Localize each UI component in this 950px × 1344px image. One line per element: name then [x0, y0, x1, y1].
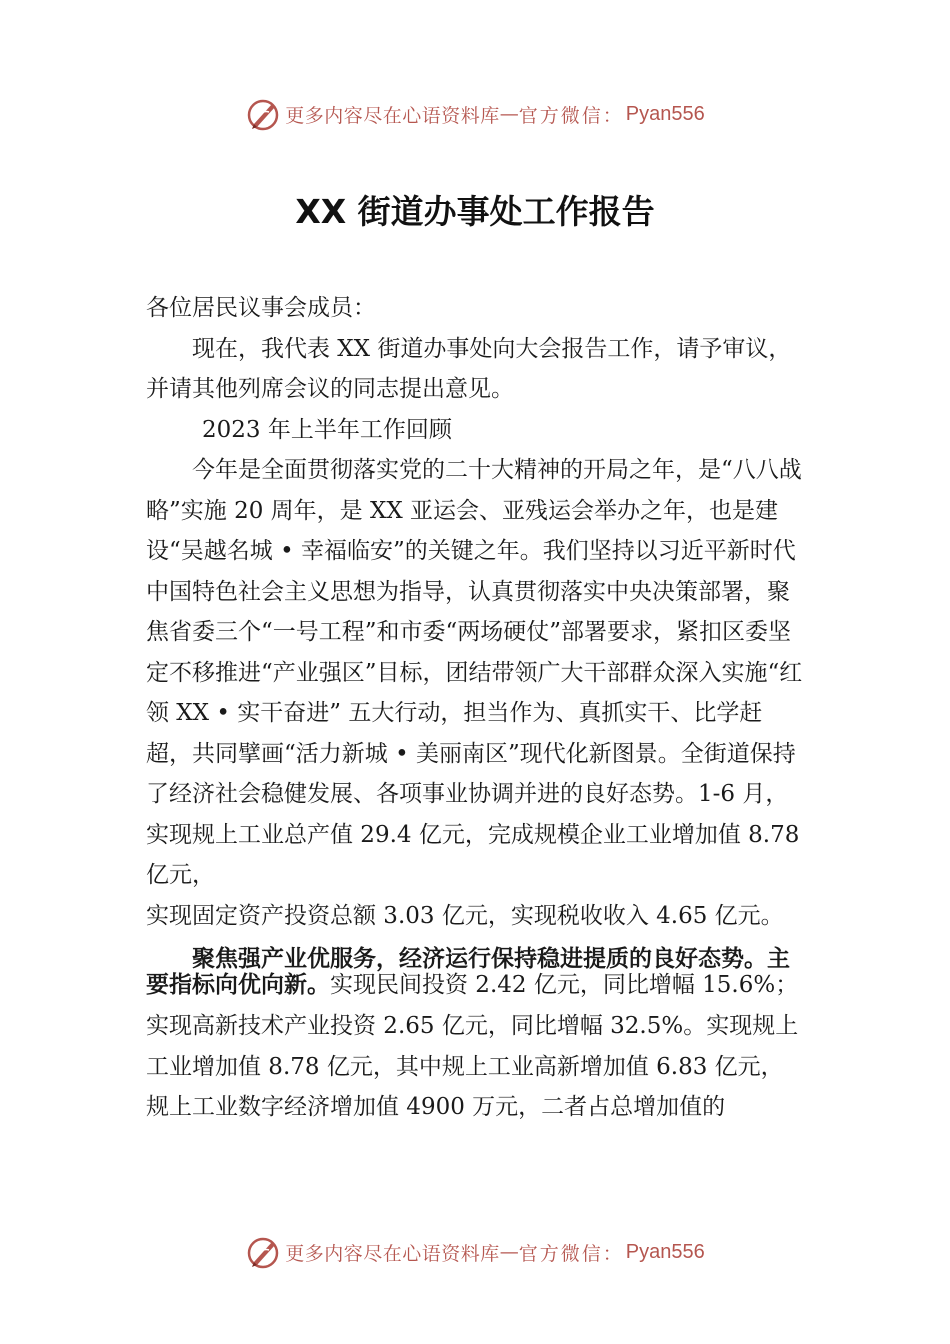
pen-logo-icon [245, 1234, 281, 1270]
pen-logo-icon [245, 96, 281, 132]
banner-wechat-id: Pyan556 [625, 102, 705, 125]
paragraph-focus [146, 946, 806, 998]
section-heading: 2023 年上半年工作回顾 [202, 416, 452, 443]
document-body [146, 288, 806, 1128]
banner-text: 更多内容尽在心语资料库 [285, 104, 500, 127]
banner-wechat-id: Pyan556 [625, 1240, 705, 1263]
bold-follow-text: 实现民间投资 2.42 亿元，同比增幅 15.6%； [330, 972, 799, 998]
document-title: XX 街道办事处工作报告 [295, 192, 655, 231]
salutation: 各位居民议事会成员： [146, 295, 376, 321]
bold-lead-text: 聚焦强产业优服务，经济运行保持稳进提质的良好态势。主要指标向优向新。 [146, 946, 790, 998]
paragraph-review: 今年是全面贯彻落实党的二十大精神的开局之年，是“八八战略”实施 20 周年，是 XX 亚运会、亚残运会举办之年，也是建设“吴越名城 • 幸福临安”的关键之年。我们坚持以习近平新时代中国特色社会主义思想为指导，认真贯彻落实中央决策部署，聚焦省委三个“一号工程”和市委“两场硬仗”部署要求，紧扣区委坚定不移推进“产业强区”目标，团结带领广大干部群众深入实施“红领 XX • 实干奋进” 五大行动，担当作为、真抓实干、比学赶超，共同擘画“活力新城 • 美丽南区”现代化新图景。全街道保持了经济社会稳健发展、各项事业协调并进的良好态势。1-6 月，实现规上工业总产值 29.4 亿元，完成规模企业工业增加值 8.78 亿元， [146, 457, 803, 888]
banner-separator: — [499, 103, 519, 125]
banner-text: 更多内容尽在心语资料库 [285, 1242, 500, 1265]
intro-paragraph: 现在，我代表 XX 街道办事处向大会报告工作，请予审议，并请其他列席会议的同志提出意见。 [146, 335, 792, 402]
header-banner [0, 94, 950, 134]
footer-banner [0, 1232, 950, 1272]
paragraph-investment: 实现固定资产投资总额 3.03 亿元，实现税收收入 4.65 亿元。 [146, 902, 784, 929]
banner-wechat-label: 官方微信： [518, 104, 624, 127]
paragraph-hightech: 实现高新技术产业投资 2.65 亿元，同比增幅 32.5%。实现规上工业增加值 8.78 亿元，其中规上工业高新增加值 6.83 亿元，规上工业数字经济增加值 4900 万元，二者占总增加值的 [146, 1013, 799, 1120]
banner-wechat-label: 官方微信： [518, 1242, 624, 1265]
banner-separator: — [499, 1241, 519, 1263]
